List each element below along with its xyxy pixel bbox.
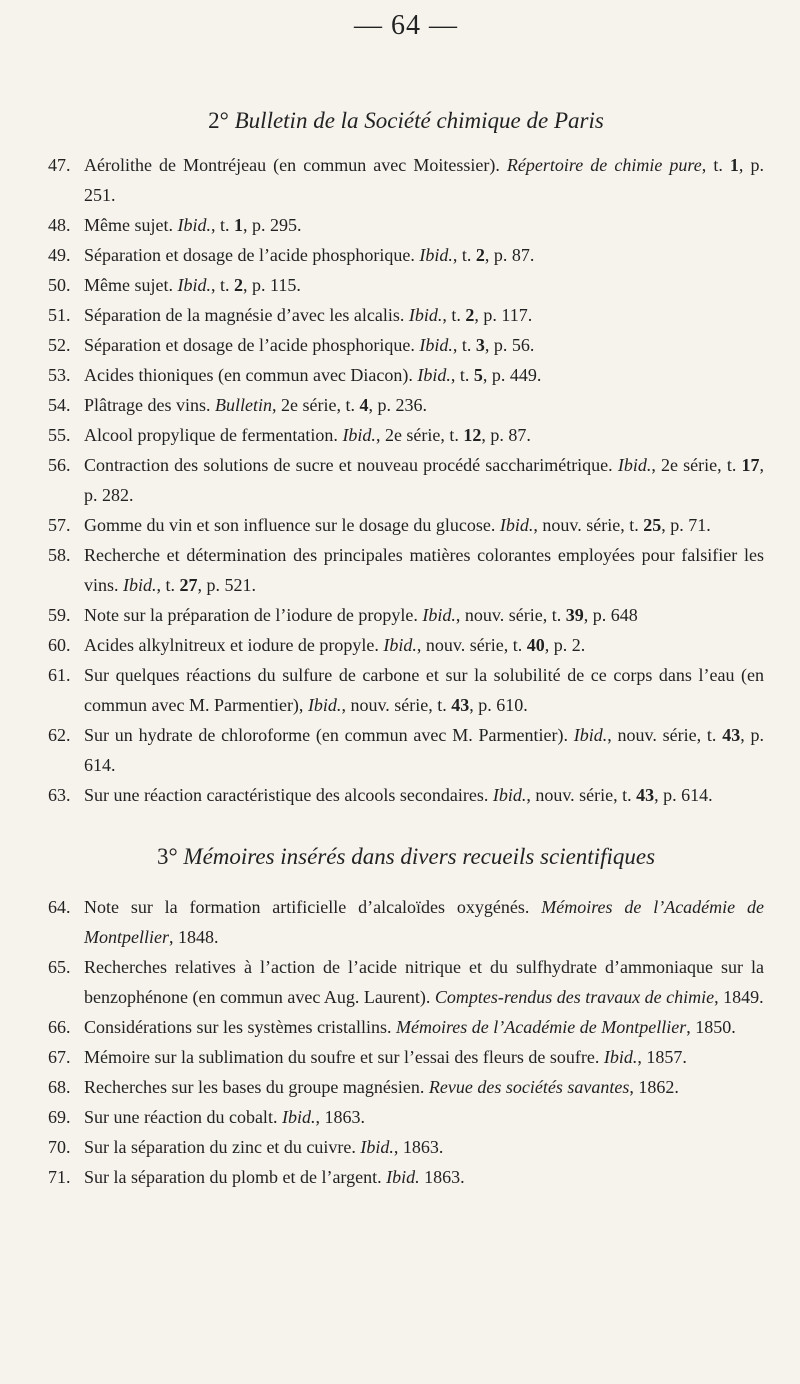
entry-text-part: , p. 117. xyxy=(474,305,533,325)
entry-text-part: , p. 87. xyxy=(484,245,535,265)
entry-italic-part: Ibid. xyxy=(123,575,157,595)
entry-bold-part: 1 xyxy=(729,155,739,175)
entry-text-part: , 1863. xyxy=(393,1137,444,1157)
entry-text-part: , t. xyxy=(450,365,474,385)
entry-text xyxy=(84,1132,764,1162)
entry-text-part: , 1850. xyxy=(686,1017,736,1037)
entry-italic-part: Ibid. xyxy=(419,335,453,355)
bibliography-entry xyxy=(48,892,764,952)
entry-text-part: Acides alkylnitreux et iodure de propyle. xyxy=(84,635,384,655)
entry-text xyxy=(84,892,764,952)
entry-text-part: Sur la séparation du plomb et de l’argent. xyxy=(84,1167,387,1187)
bibliography-entry xyxy=(48,240,764,270)
entry-text-part: Plâtrage des vins. xyxy=(84,395,215,415)
bibliography-entry xyxy=(48,780,764,810)
bibliography-entry xyxy=(48,210,764,240)
bibliography-entry xyxy=(48,1132,764,1162)
entry-text xyxy=(84,1072,764,1102)
entry-number: 54. xyxy=(48,395,71,415)
entry-number: 65. xyxy=(48,957,71,977)
entry-text-part: Alcool propylique de fermentation. xyxy=(84,425,343,445)
entry-bold-part: 5 xyxy=(473,365,483,385)
entry-number: 69. xyxy=(48,1107,71,1127)
entry-text xyxy=(84,540,764,600)
entry-bold-part: 2 xyxy=(475,245,485,265)
entry-bold-part: 40 xyxy=(526,635,545,655)
bibliography-entry xyxy=(48,1102,764,1132)
entry-text xyxy=(84,952,764,1012)
entry-text-part: Même sujet. xyxy=(84,215,178,235)
entry-bold-part: 39 xyxy=(565,605,584,625)
entry-text-part: , p. 56. xyxy=(484,335,535,355)
entry-text-part: Sur quelques réactions du sulfure de carbone et sur la solubilité de ce corps dans l’eau (en commun avec M. Parmentier), xyxy=(84,665,764,715)
entry-text-part: Recherche et détermination des principales matières colorantes employées pour falsifier les vins. xyxy=(84,545,764,595)
bibliography-entry xyxy=(48,1012,764,1042)
section-title: Mémoires insérés dans divers recueils scientifiques xyxy=(183,844,656,869)
entry-number: 66. xyxy=(48,1017,71,1037)
section-title: Bulletin de la Société chimique de Paris xyxy=(234,108,604,133)
entry-text xyxy=(84,270,764,300)
entry-italic-part: Ibid. xyxy=(419,245,453,265)
entry-text-part: Séparation et dosage de l’acide phosphorique. xyxy=(84,245,420,265)
page-number: — 64 — xyxy=(354,10,458,41)
entry-text-part: , p. 87. xyxy=(481,425,531,445)
entry-text-part: , nouv. série, t. xyxy=(533,515,644,535)
entry-text-part: Considérations sur les systèmes cristallins. xyxy=(84,1017,396,1037)
entry-text xyxy=(84,660,764,720)
entry-italic-part: Ibid. xyxy=(492,785,527,805)
entry-text-part: , p. 71. xyxy=(661,515,711,535)
entry-text xyxy=(84,600,764,630)
bibliography-entry xyxy=(48,270,764,300)
entry-number: 56. xyxy=(48,455,71,475)
entry-italic-part: Ibid. xyxy=(617,455,652,475)
bibliography-entry xyxy=(48,660,764,720)
entry-italic-part: Bulletin xyxy=(214,395,272,415)
bibliography-entry xyxy=(48,1042,764,1072)
entry-text-part: , p. 236. xyxy=(368,395,427,415)
entry-text xyxy=(84,150,764,210)
entry-number: 49. xyxy=(48,245,71,265)
entry-number: 68. xyxy=(48,1077,71,1097)
entry-number: 67. xyxy=(48,1047,71,1067)
entry-text-part: Même sujet. xyxy=(84,275,178,295)
entry-bold-part: 43 xyxy=(722,725,741,745)
entry-text-part: , nouv. série, t. xyxy=(607,725,723,745)
entry-number: 61. xyxy=(48,665,71,685)
section-heading xyxy=(48,844,764,870)
entry-italic-part: Ibid. xyxy=(342,425,376,445)
entry-text-part: , 2e série, t. xyxy=(651,455,742,475)
bibliography-entry xyxy=(48,150,764,210)
entry-text-part: Sur la séparation du zinc et du cuivre. xyxy=(84,1137,361,1157)
bibliography-entry xyxy=(48,952,764,1012)
bibliography-entry xyxy=(48,720,764,780)
entry-italic-part: Ibid. xyxy=(281,1107,316,1127)
entry-text-part: Séparation et dosage de l’acide phosphorique. xyxy=(84,335,420,355)
bibliography-entry xyxy=(48,330,764,360)
entry-text-part: , nouv. série, t. xyxy=(455,605,566,625)
entry-italic-part: Ibid. xyxy=(360,1137,394,1157)
section-ordinal: 2° xyxy=(208,108,229,133)
entry-text-part: , nouv. série, t. xyxy=(341,695,452,715)
entry-text-part: 1863. xyxy=(419,1167,465,1187)
entry-text xyxy=(84,360,764,390)
entry-bold-part: 27 xyxy=(179,575,198,595)
entry-text-part: , 2e série, t. xyxy=(271,395,360,415)
entry-number: 48. xyxy=(48,215,71,235)
entry-number: 55. xyxy=(48,425,71,445)
entry-text-part: , t. xyxy=(452,335,476,355)
entry-text-part: Acides thioniques (en commun avec Diacon). xyxy=(84,365,418,385)
bibliography-entry xyxy=(48,600,764,630)
bibliography-entry xyxy=(48,360,764,390)
entry-text-part: , p. 614. xyxy=(84,725,765,775)
entry-text xyxy=(84,390,764,420)
entry-text-part: , 1848. xyxy=(168,927,219,947)
entry-text-part: , p. 521. xyxy=(197,575,257,595)
entry-text-part: Gomme du vin et son influence sur le dosage du glucose. xyxy=(84,515,500,535)
entry-text-part: Aérolithe de Montréjeau (en commun avec Moitessier). xyxy=(84,155,507,175)
entry-text-part: Recherches sur les bases du groupe magnésien. xyxy=(84,1077,429,1097)
entry-text-part: , t. xyxy=(701,155,730,175)
entry-number: 52. xyxy=(48,335,71,355)
entry-italic-part: Mémoires de l’Académie de Montpellier xyxy=(84,897,764,947)
entry-text xyxy=(84,720,764,780)
entry-text-part: , p. 251. xyxy=(84,155,764,205)
entry-number: 51. xyxy=(48,305,71,325)
entry-text xyxy=(84,420,764,450)
entry-italic-part: Ibid. xyxy=(573,725,608,745)
bibliography-entry xyxy=(48,540,764,600)
entry-number: 62. xyxy=(48,725,71,745)
entry-text-part: , 1863. xyxy=(315,1107,365,1127)
entry-number: 50. xyxy=(48,275,71,295)
entry-text-part: , 1857. xyxy=(637,1047,687,1067)
entry-italic-part: Ibid. xyxy=(417,365,451,385)
entry-bold-part: 2 xyxy=(465,305,475,325)
bibliography-entry xyxy=(48,510,764,540)
bibliography-entry xyxy=(48,1162,764,1192)
entry-text xyxy=(84,300,764,330)
entry-italic-part: Mémoires de l’Académie de Montpellier xyxy=(395,1017,687,1037)
entry-text-part: , t. xyxy=(210,215,234,235)
bibliography-entry xyxy=(48,390,764,420)
entry-bold-part: 3 xyxy=(475,335,485,355)
entry-number: 70. xyxy=(48,1137,71,1157)
entry-number: 59. xyxy=(48,605,71,625)
entry-text-part: Note sur la formation artificielle d’alcaloïdes oxygénés. xyxy=(84,897,542,917)
entry-text xyxy=(84,240,764,270)
entry-number: 58. xyxy=(48,545,71,565)
entry-text-part: Mémoire sur la sublimation du soufre et sur l’essai des fleurs de soufre. xyxy=(84,1047,604,1067)
entry-bold-part: 4 xyxy=(359,395,369,415)
entry-bold-part: 17 xyxy=(741,455,760,475)
entry-number: 47. xyxy=(48,155,71,175)
entry-italic-part: Revue des sociétés savantes xyxy=(428,1077,630,1097)
entry-text-part: , nouv. série, t. xyxy=(416,635,527,655)
entry-number: 53. xyxy=(48,365,71,385)
entry-text-part: Sur une réaction du cobalt. xyxy=(84,1107,282,1127)
bibliography-entry xyxy=(48,450,764,510)
entry-number: 63. xyxy=(48,785,71,805)
entry-text-part: , p. 115. xyxy=(243,275,301,295)
entry-text-part: Sur une réaction caractéristique des alcools secondaires. xyxy=(84,785,493,805)
entry-number: 64. xyxy=(48,897,71,917)
section-ordinal: 3° xyxy=(156,844,178,869)
entry-bold-part: 2 xyxy=(234,275,243,295)
entry-text-part: Séparation de la magnésie d’avec les alcalis. xyxy=(84,305,409,325)
entry-bold-part: 43 xyxy=(636,785,655,805)
entry-text-part: , t. xyxy=(442,305,466,325)
bibliography-entry xyxy=(48,420,764,450)
entry-text-part: Sur un hydrate de chloroforme (en commun avec M. Parmentier). xyxy=(84,725,574,745)
sections-container xyxy=(48,108,764,1192)
entry-bold-part: 1 xyxy=(234,215,243,235)
entry-bold-part: 43 xyxy=(451,695,470,715)
entry-text-part: , t. xyxy=(210,275,234,295)
entry-text-part: , t. xyxy=(156,575,180,595)
entry-text-part: , p. 648 xyxy=(583,605,638,625)
entry-italic-part: Ibid. xyxy=(422,605,456,625)
entry-italic-part: Comptes-rendus des travaux de chimie xyxy=(434,987,715,1007)
entry-number: 71. xyxy=(48,1167,71,1187)
entry-text-part: , 2e série, t. xyxy=(375,425,464,445)
entry-italic-part: Répertoire de chimie pure xyxy=(506,155,702,175)
entry-text-part: , p. 2. xyxy=(544,635,586,655)
entry-text-part: , t. xyxy=(452,245,476,265)
bibliography-entry xyxy=(48,300,764,330)
entry-text-part: , p. 614. xyxy=(654,785,713,805)
entry-text xyxy=(84,1012,764,1042)
bibliography-entry xyxy=(48,630,764,660)
bibliography-entry xyxy=(48,1072,764,1102)
entry-text-part: , 1849. xyxy=(714,987,764,1007)
entry-text-part: , nouv. série, t. xyxy=(526,785,637,805)
entry-text xyxy=(84,1162,764,1192)
entry-text xyxy=(84,1042,764,1072)
section-heading xyxy=(48,108,764,134)
entry-text-part: Contraction des solutions de sucre et nouveau procédé saccharimétrique. xyxy=(84,455,618,475)
entry-text xyxy=(84,330,764,360)
entry-text-part: , p. 295. xyxy=(243,215,302,235)
entry-italic-part: Ibid. xyxy=(307,695,342,715)
entry-text xyxy=(84,510,764,540)
entry-text xyxy=(84,630,764,660)
entry-number: 57. xyxy=(48,515,71,535)
entry-italic-part: Ibid. xyxy=(499,515,534,535)
entry-italic-part: Ibid. xyxy=(177,275,211,295)
entry-text-part: , 1862. xyxy=(629,1077,679,1097)
entry-text xyxy=(84,1102,764,1132)
entry-text-part: , p. 449. xyxy=(482,365,542,385)
entry-text-part: , p. 610. xyxy=(469,695,528,715)
entry-italic-part: Ibid. xyxy=(386,1167,420,1187)
entry-italic-part: Ibid. xyxy=(603,1047,638,1067)
entry-italic-part: Ibid. xyxy=(383,635,417,655)
entry-italic-part: Ibid. xyxy=(408,305,443,325)
entry-bold-part: 12 xyxy=(463,425,482,445)
entry-text xyxy=(84,780,764,810)
entry-text xyxy=(84,450,764,510)
entry-text-part: Recherches relatives à l’action de l’acide nitrique et du sulfhydrate d’ammoniaque sur la benzophénone (en commun avec Aug. Laurent). xyxy=(84,957,764,1007)
entry-text-part: Note sur la préparation de l’iodure de propyle. xyxy=(84,605,423,625)
entry-text-part: , p. 282. xyxy=(84,455,764,505)
entry-italic-part: Ibid. xyxy=(177,215,211,235)
entry-bold-part: 25 xyxy=(643,515,662,535)
entry-number: 60. xyxy=(48,635,71,655)
entry-text xyxy=(84,210,764,240)
